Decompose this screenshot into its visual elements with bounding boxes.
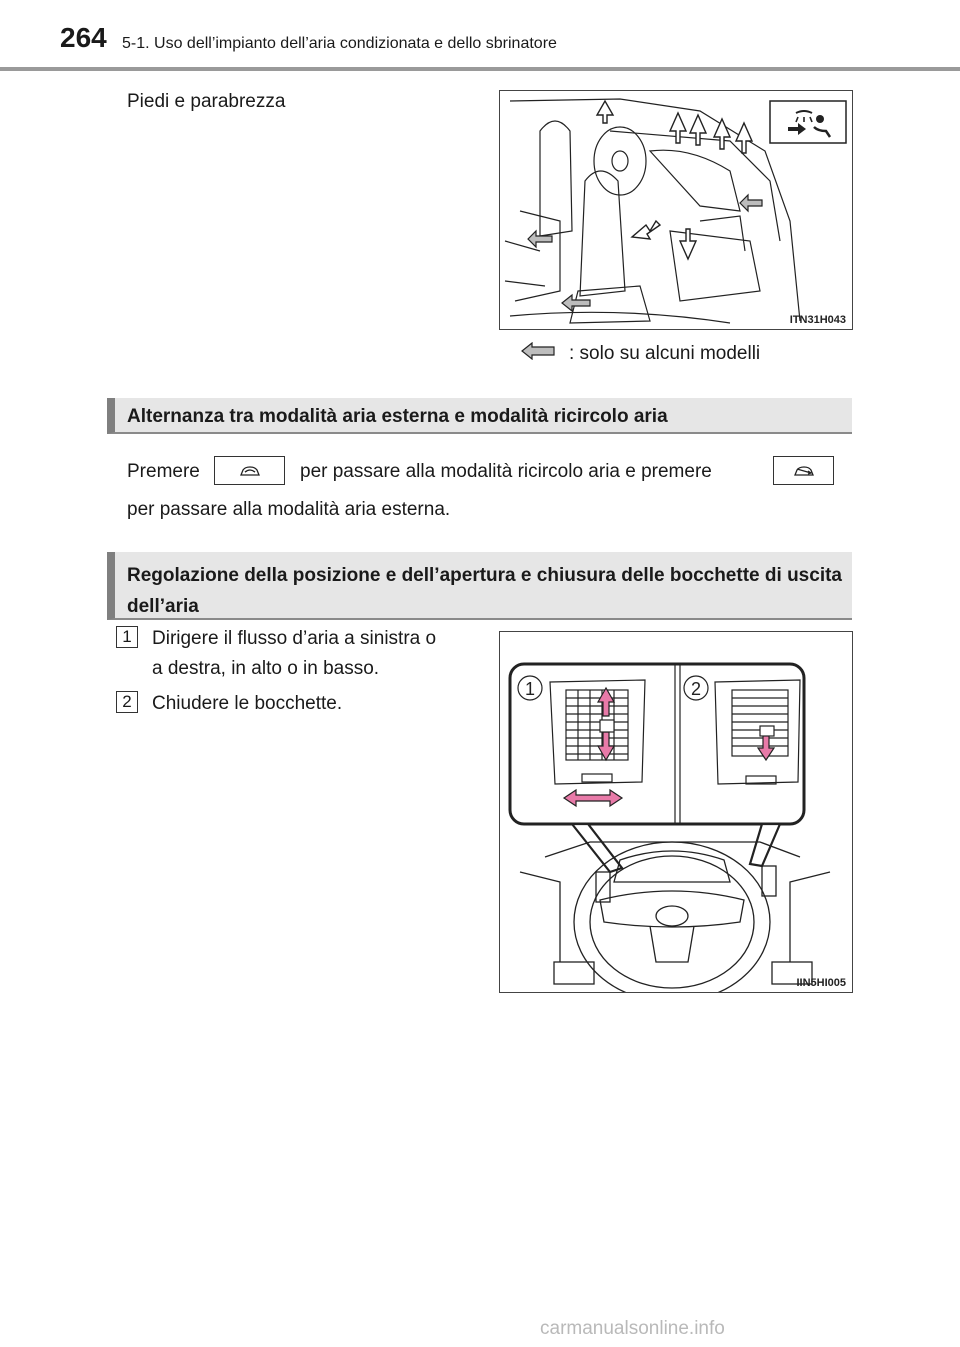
mode-label: Piedi e parabrezza (127, 91, 286, 112)
page-number: 264 (60, 22, 107, 53)
figure-code: ITN31H043 (789, 314, 846, 326)
step-number-1: 1 (116, 626, 138, 648)
header-rule (0, 67, 960, 71)
section-title: Alternanza tra modalità aria esterna e modalità ricircolo aria (127, 406, 668, 427)
section-heading-vents (107, 552, 852, 620)
instruction-text-start: Premere (127, 461, 200, 482)
legend-text: : solo su alcuni modelli (569, 343, 761, 364)
recirculation-button-icon (214, 456, 285, 485)
callout-1: 1 (524, 679, 536, 699)
figure-code: IIN5HI005 (796, 977, 846, 989)
airflow-figure-feet-windshield (499, 90, 853, 330)
step-2-text: Chiudere le bocchette. (152, 693, 343, 714)
outside-air-button-icon (773, 456, 834, 485)
section-heading-air-mode (107, 398, 852, 434)
step-1-text-line1: Dirigere il flusso d’aria a sinistra o (152, 628, 437, 649)
section-title: Regolazione della posizione e dell’apertura e chiusura delle bocchette di uscita dell’aria (127, 565, 842, 617)
outside-air-icon (792, 463, 816, 479)
car-interior-illustration (500, 91, 852, 329)
vent-illustration (500, 632, 852, 992)
instruction-text-end: per passare alla modalità aria esterna. (127, 499, 451, 520)
grey-arrow-icon (521, 342, 555, 365)
footer-watermark: carmanualsonline.info (540, 1318, 725, 1339)
chapter-title: 5-1. Uso dell’impianto dell’aria condizionata e dello sbrinatore (122, 35, 557, 52)
step-number-2: 2 (116, 691, 138, 713)
callout-2: 2 (690, 679, 702, 699)
instruction-text-middle: per passare alla modalità ricircolo aria e premere (300, 461, 712, 482)
step-1-text-line2: a destra, in alto o in basso. (152, 658, 380, 679)
vent-adjustment-figure (499, 631, 853, 993)
recirculation-icon (238, 463, 262, 479)
